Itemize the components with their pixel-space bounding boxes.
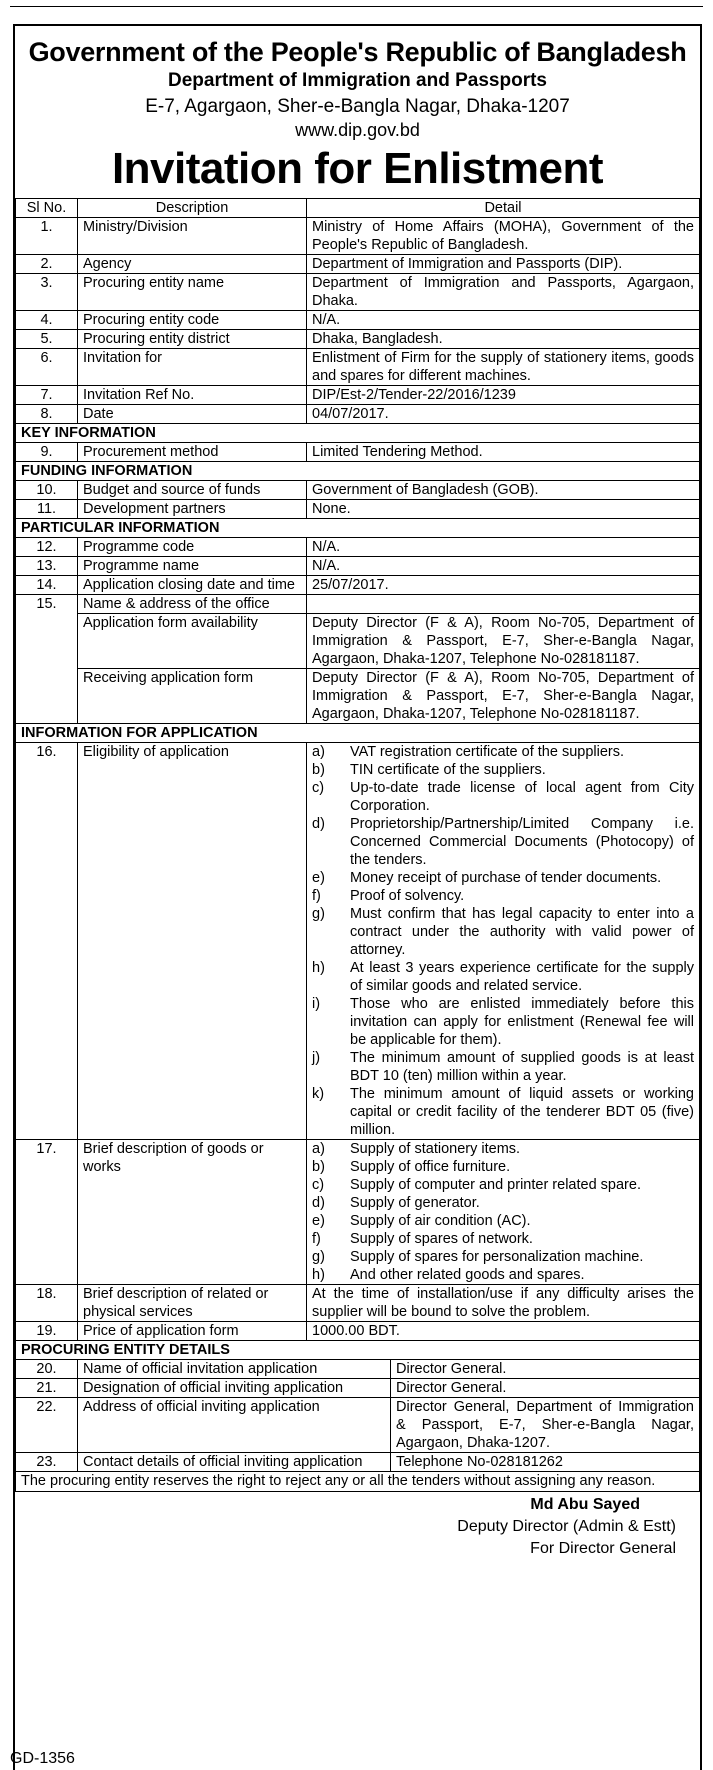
list-item bbox=[312, 761, 694, 779]
notice-header bbox=[15, 26, 700, 194]
list-item-letter: g) bbox=[312, 906, 325, 922]
list-item-text: Supply of spares for personalization machine. bbox=[350, 1249, 644, 1265]
col-header-description: Description bbox=[78, 199, 307, 218]
gd-code: GD-1356 bbox=[10, 1750, 75, 1767]
goods-list-cell bbox=[307, 1140, 700, 1285]
eligibility-list-cell bbox=[307, 743, 700, 1140]
signatory-title: Deputy Director (Admin & Estt) bbox=[457, 1518, 676, 1535]
row-sl: 23. bbox=[16, 1453, 78, 1472]
top-rule bbox=[10, 6, 703, 7]
list-item-text: Supply of spares of network. bbox=[350, 1231, 533, 1247]
list-item bbox=[312, 1158, 694, 1176]
row-sl: 4. bbox=[16, 311, 78, 330]
row-description: Contact details of official inviting application bbox=[78, 1453, 391, 1472]
list-item-letter: a) bbox=[312, 1141, 325, 1157]
list-item-text: VAT registration certificate of the suppliers. bbox=[350, 744, 625, 760]
table-subrow bbox=[16, 669, 700, 724]
row-description: Eligibility of application bbox=[78, 743, 307, 1140]
table-row bbox=[16, 576, 700, 595]
table-row bbox=[16, 311, 700, 330]
list-item bbox=[312, 1049, 694, 1085]
row-detail: N/A. bbox=[307, 557, 700, 576]
section-heading: KEY INFORMATION bbox=[16, 424, 700, 443]
row-description: Programme name bbox=[78, 557, 307, 576]
row-sl: 20. bbox=[16, 1360, 78, 1379]
row-description: Budget and source of funds bbox=[78, 481, 307, 500]
table-subrow bbox=[16, 614, 700, 669]
row-sl: 21. bbox=[16, 1379, 78, 1398]
list-item-letter: a) bbox=[312, 744, 325, 760]
table-row bbox=[16, 405, 700, 424]
row-description: Ministry/Division bbox=[78, 218, 307, 255]
row-description: Procuring entity district bbox=[78, 330, 307, 349]
list-item bbox=[312, 743, 694, 761]
goods-list bbox=[312, 1140, 694, 1284]
list-item bbox=[312, 869, 694, 887]
row-sl: 10. bbox=[16, 481, 78, 500]
list-item-letter: b) bbox=[312, 1159, 325, 1175]
row-sl: 11. bbox=[16, 500, 78, 519]
row-description: Receiving application form bbox=[78, 669, 307, 724]
government-heading: Government of the People's Republic of Bangladesh bbox=[28, 37, 687, 67]
row-sl: 2. bbox=[16, 255, 78, 274]
list-item bbox=[312, 1085, 694, 1139]
table-row bbox=[16, 1285, 700, 1322]
row-description: Procuring entity code bbox=[78, 311, 307, 330]
row-sl: 1. bbox=[16, 218, 78, 255]
row-sl: 16. bbox=[16, 743, 78, 1140]
row-detail: 25/07/2017. bbox=[307, 576, 700, 595]
list-item bbox=[312, 1176, 694, 1194]
list-item-letter: f) bbox=[312, 888, 321, 904]
table-row bbox=[16, 538, 700, 557]
table-row bbox=[16, 1453, 700, 1472]
list-item-text: Supply of generator. bbox=[350, 1195, 480, 1211]
website-url: www.dip.gov.bd bbox=[295, 120, 420, 140]
list-item-text: Those who are enlisted immediately before this invitation can apply for enlistment (Renewal fee will be applicable for them). bbox=[350, 996, 694, 1048]
table-row bbox=[16, 743, 700, 1140]
table-row bbox=[16, 1360, 700, 1379]
row-detail: Department of Immigration and Passports, Agargaon, Dhaka. bbox=[307, 274, 700, 311]
table-row bbox=[16, 386, 700, 405]
list-item-text: At least 3 years experience certificate for the supply of similar goods and related service. bbox=[350, 960, 694, 994]
list-item-text: Up-to-date trade license of local agent from City Corporation. bbox=[350, 780, 694, 814]
row-sl: 15. bbox=[16, 595, 78, 724]
row-detail-empty bbox=[307, 595, 700, 614]
list-item-text: The minimum amount of liquid assets or working capital or credit facility of the tenderer BDT 05 (five) million. bbox=[350, 1086, 694, 1138]
section-row-procuring bbox=[16, 1341, 700, 1360]
table-row bbox=[16, 1140, 700, 1285]
row-sl: 3. bbox=[16, 274, 78, 311]
row-description: Programme code bbox=[78, 538, 307, 557]
list-item-text: Supply of air condition (AC). bbox=[350, 1213, 531, 1229]
list-item-letter: g) bbox=[312, 1249, 325, 1265]
row-detail: N/A. bbox=[307, 311, 700, 330]
list-item bbox=[312, 959, 694, 995]
row-description: Development partners bbox=[78, 500, 307, 519]
list-item-text: Supply of computer and printer related spare. bbox=[350, 1177, 641, 1193]
row-description: Application form availability bbox=[78, 614, 307, 669]
row-detail: Director General, Department of Immigration & Passport, E-7, Sher-e-Bangla Nagar, Agargaon, Dhaka-1207. bbox=[391, 1398, 700, 1453]
table-row bbox=[16, 255, 700, 274]
row-description: Application closing date and time bbox=[78, 576, 307, 595]
list-item-letter: i) bbox=[312, 996, 321, 1012]
row-detail: Department of Immigration and Passports (DIP). bbox=[307, 255, 700, 274]
row-sl: 6. bbox=[16, 349, 78, 386]
signature-block bbox=[15, 1494, 700, 1560]
table-row bbox=[16, 349, 700, 386]
row-sl: 7. bbox=[16, 386, 78, 405]
row-detail: Limited Tendering Method. bbox=[307, 443, 700, 462]
table-row bbox=[16, 1379, 700, 1398]
table-row bbox=[16, 500, 700, 519]
row-description: Name & address of the office bbox=[78, 595, 307, 614]
row-description: Designation of official inviting application bbox=[78, 1379, 391, 1398]
row-detail: Deputy Director (F & A), Room No-705, Department of Immigration & Passport, E-7, Sher-e-Bangla Nagar, Agargaon, Dhaka-1207, Telephone No-028181187. bbox=[307, 614, 700, 669]
list-item bbox=[312, 905, 694, 959]
list-item bbox=[312, 995, 694, 1049]
row-description: Procurement method bbox=[78, 443, 307, 462]
section-heading: PARTICULAR INFORMATION bbox=[16, 519, 700, 538]
row-sl: 22. bbox=[16, 1398, 78, 1453]
list-item-text: Proprietorship/Partnership/Limited Company i.e. Concerned Commercial Documents (Photocopy) of the tenders. bbox=[350, 816, 694, 868]
row-detail: Deputy Director (F & A), Room No-705, Department of Immigration & Passport, E-7, Sher-e-Bangla Nagar, Agargaon, Dhaka-1207, Telephone No-028181187. bbox=[307, 669, 700, 724]
row-detail: Government of Bangladesh (GOB). bbox=[307, 481, 700, 500]
row-description: Name of official invitation application bbox=[78, 1360, 391, 1379]
table-header-row bbox=[16, 199, 700, 218]
list-item-text: Supply of office furniture. bbox=[350, 1159, 511, 1175]
list-item-letter: k) bbox=[312, 1086, 325, 1102]
list-item-letter: f) bbox=[312, 1231, 321, 1247]
list-item bbox=[312, 1140, 694, 1158]
row-detail: N/A. bbox=[307, 538, 700, 557]
list-item bbox=[312, 815, 694, 869]
row-detail: None. bbox=[307, 500, 700, 519]
list-item-text: Proof of solvency. bbox=[350, 888, 465, 904]
row-detail: Telephone No-028181262 bbox=[391, 1453, 700, 1472]
list-item-text: Must confirm that has legal capacity to enter into a contract under the authority with valid power of attorney. bbox=[350, 906, 694, 958]
list-item-letter: c) bbox=[312, 1177, 325, 1193]
list-item-text: Money receipt of purchase of tender documents. bbox=[350, 870, 662, 886]
list-item-letter: e) bbox=[312, 870, 325, 886]
signatory-for: For Director General bbox=[530, 1540, 676, 1557]
row-description: Agency bbox=[78, 255, 307, 274]
row-description: Invitation Ref No. bbox=[78, 386, 307, 405]
row-description: Brief description of related or physical services bbox=[78, 1285, 307, 1322]
rejection-note: The procuring entity reserves the right to reject any or all the tenders without assigning any reason. bbox=[15, 1472, 700, 1492]
notice-frame bbox=[13, 24, 702, 1770]
row-detail: DIP/Est-2/Tender-22/2016/1239 bbox=[307, 386, 700, 405]
section-heading: INFORMATION FOR APPLICATION bbox=[16, 724, 700, 743]
list-item-text: And other related goods and spares. bbox=[350, 1267, 585, 1283]
list-item bbox=[312, 779, 694, 815]
row-description: Address of official inviting application bbox=[78, 1398, 391, 1453]
department-heading: Department of Immigration and Passports bbox=[167, 70, 547, 91]
row-sl: 9. bbox=[16, 443, 78, 462]
list-item-letter: d) bbox=[312, 1195, 325, 1211]
row-sl: 13. bbox=[16, 557, 78, 576]
table-row bbox=[16, 1398, 700, 1453]
list-item-letter: c) bbox=[312, 780, 325, 796]
list-item-letter: b) bbox=[312, 762, 325, 778]
section-row-funding bbox=[16, 462, 700, 481]
list-item bbox=[312, 1194, 694, 1212]
row-detail: Ministry of Home Affairs (MOHA), Government of the People's Republic of Bangladesh. bbox=[307, 218, 700, 255]
row-detail: 1000.00 BDT. bbox=[307, 1322, 700, 1341]
row-detail: Enlistment of Firm for the supply of stationery items, goods and spares for different machines. bbox=[307, 349, 700, 386]
page-title: Invitation for Enlistment bbox=[111, 144, 604, 193]
list-item-letter: d) bbox=[312, 816, 325, 832]
col-header-sl: Sl No. bbox=[16, 199, 78, 218]
row-detail: Director General. bbox=[391, 1379, 700, 1398]
row-sl: 8. bbox=[16, 405, 78, 424]
row-detail: Director General. bbox=[391, 1360, 700, 1379]
list-item bbox=[312, 1230, 694, 1248]
row-sl: 14. bbox=[16, 576, 78, 595]
list-item bbox=[312, 1212, 694, 1230]
list-item-text: TIN certificate of the suppliers. bbox=[350, 762, 546, 778]
row-sl: 17. bbox=[16, 1140, 78, 1285]
signatory-name: Md Abu Sayed bbox=[530, 1496, 640, 1513]
row-sl: 12. bbox=[16, 538, 78, 557]
list-item bbox=[312, 1248, 694, 1266]
table-row bbox=[16, 557, 700, 576]
row-description: Date bbox=[78, 405, 307, 424]
table-row bbox=[16, 274, 700, 311]
eligibility-list bbox=[312, 743, 694, 1139]
row-description: Procuring entity name bbox=[78, 274, 307, 311]
col-header-detail: Detail bbox=[307, 199, 700, 218]
table-row bbox=[16, 481, 700, 500]
table-row bbox=[16, 595, 700, 614]
list-item-text: Supply of stationery items. bbox=[350, 1141, 521, 1157]
row-sl: 18. bbox=[16, 1285, 78, 1322]
row-detail: At the time of installation/use if any difficulty arises the supplier will be bound to solve the problem. bbox=[307, 1285, 700, 1322]
enlistment-table bbox=[15, 198, 700, 1472]
list-item-letter: e) bbox=[312, 1213, 325, 1229]
list-item-letter: h) bbox=[312, 1267, 325, 1283]
list-item-letter: j) bbox=[312, 1050, 321, 1066]
department-address: E-7, Agargaon, Sher-e-Bangla Nagar, Dhaka-1207 bbox=[145, 96, 570, 117]
list-item-letter: h) bbox=[312, 960, 325, 976]
row-detail: Dhaka, Bangladesh. bbox=[307, 330, 700, 349]
row-detail: 04/07/2017. bbox=[307, 405, 700, 424]
list-item bbox=[312, 1266, 694, 1284]
row-description: Brief description of goods or works bbox=[78, 1140, 307, 1285]
section-heading: FUNDING INFORMATION bbox=[16, 462, 700, 481]
row-description: Invitation for bbox=[78, 349, 307, 386]
list-item bbox=[312, 887, 694, 905]
table-row bbox=[16, 330, 700, 349]
section-row-particular bbox=[16, 519, 700, 538]
section-row-key bbox=[16, 424, 700, 443]
table-row bbox=[16, 1322, 700, 1341]
section-heading: PROCURING ENTITY DETAILS bbox=[16, 1341, 700, 1360]
table-row bbox=[16, 218, 700, 255]
section-row-application bbox=[16, 724, 700, 743]
table-row bbox=[16, 443, 700, 462]
row-sl: 5. bbox=[16, 330, 78, 349]
row-sl: 19. bbox=[16, 1322, 78, 1341]
row-description: Price of application form bbox=[78, 1322, 307, 1341]
list-item-text: The minimum amount of supplied goods is at least BDT 10 (ten) million within a year. bbox=[350, 1050, 694, 1084]
